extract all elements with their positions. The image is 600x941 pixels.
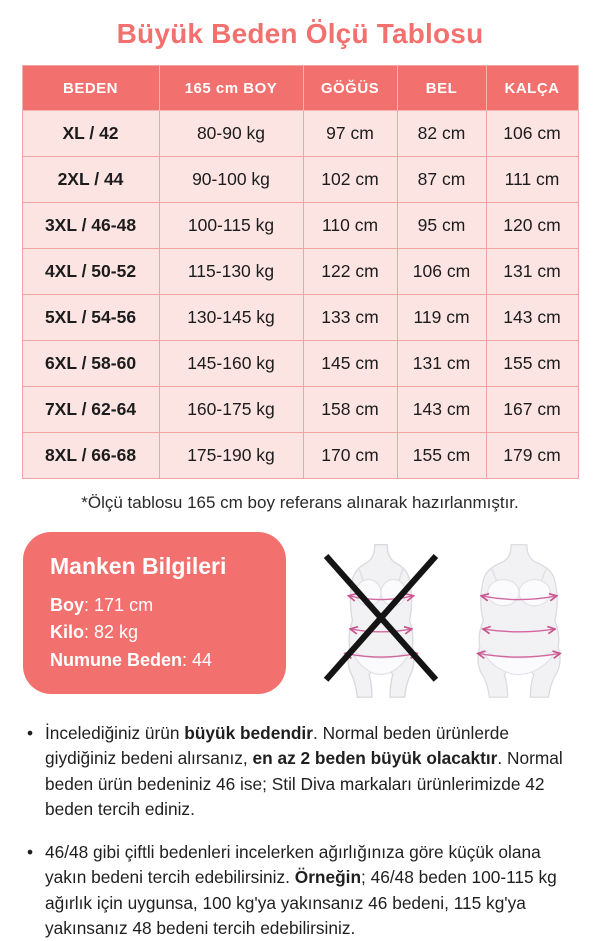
- size-cell: 6XL / 58-60: [22, 341, 159, 387]
- table-cell: 133 cm: [303, 295, 397, 341]
- column-header-bel: BEL: [397, 66, 486, 111]
- table-cell: 155 cm: [397, 433, 486, 479]
- table-row: [22, 157, 578, 203]
- table-cell: 160-175 kg: [159, 387, 303, 433]
- table-cell: 106 cm: [397, 249, 486, 295]
- slim-body-crossed-out-icon: [320, 542, 442, 699]
- size-cell: 7XL / 62-64: [22, 387, 159, 433]
- model-weight-field: [50, 619, 260, 647]
- table-cell: 155 cm: [486, 341, 578, 387]
- bra-cup: [519, 580, 550, 606]
- column-header-kalca: KALÇA: [486, 66, 578, 111]
- note-item-sizing-up: • İncelediğiniz ürün büyük bedendir. Normal beden ürünlerde giydiğiniz bedeni alırsanız, en az 2 beden büyük olacaktır. Normal beden ürün bedeniniz 46 ise; Stil Diva markaları ürünlerimizde 42 beden tercih ediniz.: [26, 721, 582, 823]
- size-cell: 4XL / 50-52: [22, 249, 159, 295]
- model-info-title: Manken Bilgileri: [50, 553, 227, 579]
- table-row: [22, 433, 578, 479]
- column-header-boy: 165 cm BOY: [159, 66, 303, 111]
- table-cell: 100-115 kg: [159, 203, 303, 249]
- size-cell: XL / 42: [22, 111, 159, 157]
- table-row: [22, 295, 578, 341]
- model-info-box: [23, 532, 286, 694]
- table-cell: 106 cm: [486, 111, 578, 157]
- table-cell: 122 cm: [303, 249, 397, 295]
- field-label: Kilo: [50, 622, 84, 643]
- table-cell: 131 cm: [486, 249, 578, 295]
- field-separator: :: [182, 650, 193, 671]
- table-cell: 131 cm: [397, 341, 486, 387]
- field-value: 44: [192, 650, 213, 671]
- size-cell: 5XL / 54-56: [22, 295, 159, 341]
- size-cell: 8XL / 66-68: [22, 433, 159, 479]
- field-separator: :: [84, 594, 95, 615]
- table-cell: 95 cm: [397, 203, 486, 249]
- table-cell: 143 cm: [486, 295, 578, 341]
- table-cell: 167 cm: [486, 387, 578, 433]
- table-cell: 82 cm: [397, 111, 486, 157]
- table-cell: 90-100 kg: [159, 157, 303, 203]
- table-cell: 179 cm: [486, 433, 578, 479]
- table-row: [22, 387, 578, 433]
- notes-list: [26, 721, 582, 941]
- plus-size-body-icon: [458, 542, 580, 699]
- table-cell: 130-145 kg: [159, 295, 303, 341]
- field-value: 171 cm: [94, 594, 154, 615]
- body-silhouette: [478, 545, 560, 698]
- table-cell: 145-160 kg: [159, 341, 303, 387]
- table-cell: 158 cm: [303, 387, 397, 433]
- column-header-beden: BEDEN: [22, 66, 159, 111]
- table-row: [22, 341, 578, 387]
- table-cell: 119 cm: [397, 295, 486, 341]
- table-row: [22, 203, 578, 249]
- table-cell: 111 cm: [486, 157, 578, 203]
- table-row: [22, 111, 578, 157]
- table-cell: 115-130 kg: [159, 249, 303, 295]
- model-height-field: [50, 592, 260, 620]
- bra-cup: [488, 580, 519, 606]
- field-separator: :: [84, 622, 95, 643]
- measurement-figures: [286, 532, 580, 699]
- field-value: 82 kg: [94, 622, 139, 643]
- table-cell: 87 cm: [397, 157, 486, 203]
- table-footnote: *Ölçü tablosu 165 cm boy referans alınarak hazırlanmıştır.: [81, 493, 519, 512]
- field-label: Numune Beden: [50, 650, 183, 671]
- table-cell: 102 cm: [303, 157, 397, 203]
- table-cell: 120 cm: [486, 203, 578, 249]
- table-cell: 80-90 kg: [159, 111, 303, 157]
- size-table: [22, 65, 579, 479]
- table-cell: 170 cm: [303, 433, 397, 479]
- note-item-double-sizes: • 46/48 gibi çiftli bedenleri incelerken ağırlığınıza göre küçük olana yakın bedeni tercih edebilirsiniz. Örneğin; 46/48 beden 100-115 kg ağırlık için uygunsa, 100 kg'ya yakınsanız 46 bedeni, 115 kg'ya yakınsanız 48 bedeni tercih edebilirsiniz.: [26, 840, 582, 941]
- table-row: [22, 249, 578, 295]
- table-header-row: [22, 66, 578, 111]
- table-cell: 143 cm: [397, 387, 486, 433]
- size-cell: 3XL / 46-48: [22, 203, 159, 249]
- size-cell: 2XL / 44: [22, 157, 159, 203]
- table-cell: 110 cm: [303, 203, 397, 249]
- table-cell: 175-190 kg: [159, 433, 303, 479]
- column-header-gogus: GÖĞÜS: [303, 66, 397, 111]
- size-chart-page: [0, 18, 600, 941]
- table-cell: 145 cm: [303, 341, 397, 387]
- table-cell: 97 cm: [303, 111, 397, 157]
- page-title: Büyük Beden Ölçü Tablosu: [116, 18, 484, 49]
- model-info-section: [23, 532, 580, 699]
- field-label: Boy: [50, 594, 85, 615]
- model-sample-size-field: [50, 647, 260, 675]
